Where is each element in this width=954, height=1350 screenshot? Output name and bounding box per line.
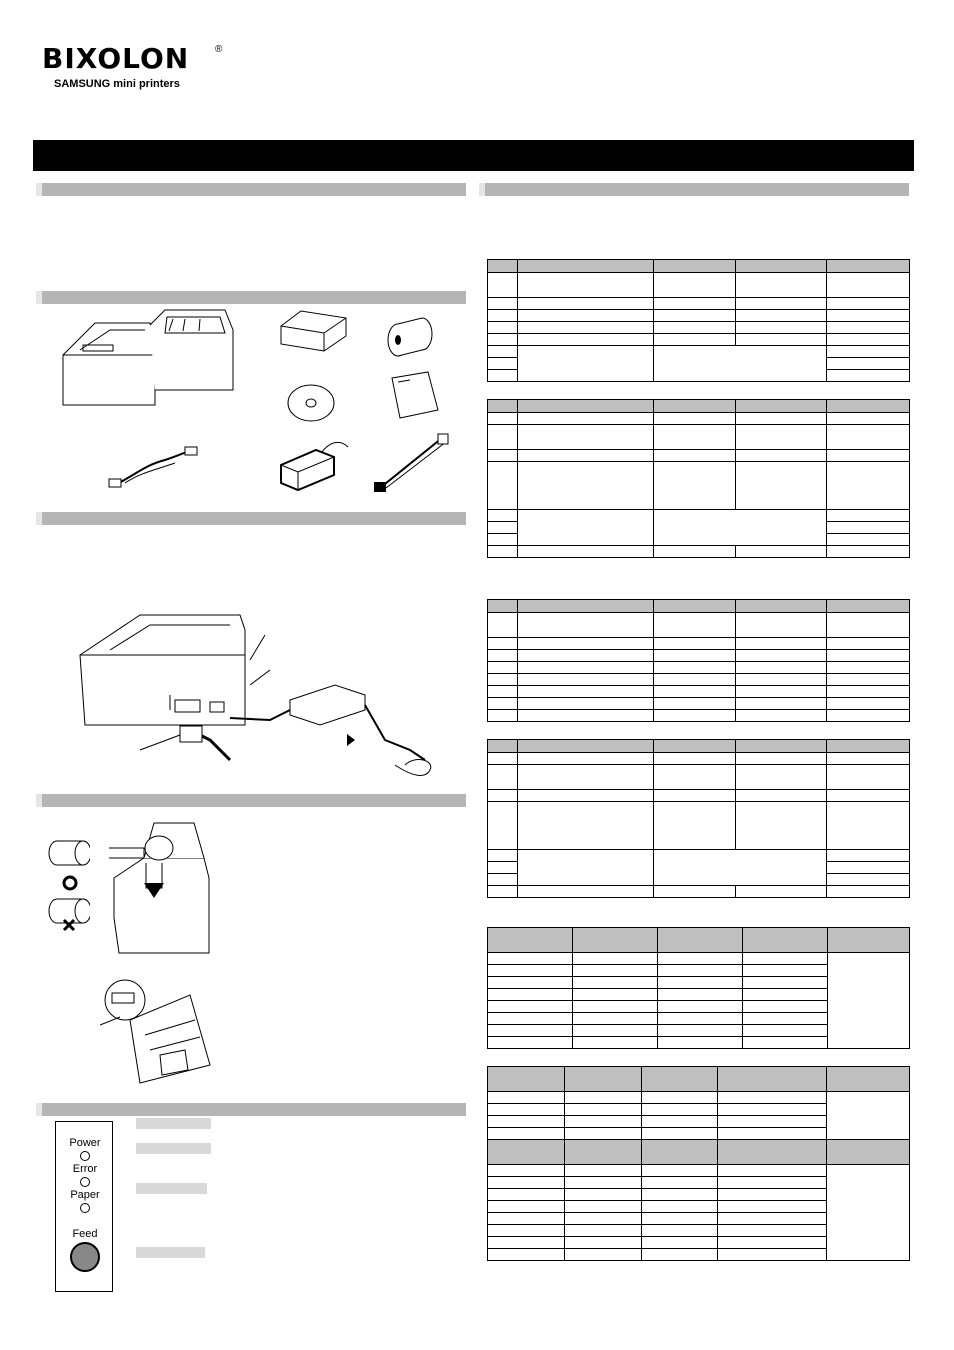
section-bar-4 (36, 794, 466, 807)
cable-icon (105, 445, 200, 490)
feed-label: Feed (72, 1228, 98, 1240)
feed-button[interactable] (70, 1242, 100, 1272)
roll-correct-icon (45, 835, 90, 875)
error-led (80, 1177, 90, 1187)
power-led (80, 1151, 90, 1161)
section-bar-3 (36, 512, 466, 525)
control-panel (55, 1121, 113, 1292)
title-bar (33, 140, 914, 171)
check-o-icon (62, 875, 78, 891)
setting-table-5 (487, 927, 910, 1049)
manual-icon (390, 370, 440, 420)
power-cord-icon (372, 430, 452, 495)
error-label: Error (72, 1163, 98, 1175)
section-bar-right (479, 183, 909, 196)
label-box-4 (136, 1247, 205, 1258)
paper-feed-detail-image (100, 975, 218, 1087)
power-supply-icon (276, 306, 351, 354)
printer-image (55, 305, 245, 410)
paper-install-image (104, 818, 214, 958)
adapter-icon (276, 435, 356, 495)
connection-image (70, 600, 440, 785)
dip-switch-table-3 (487, 599, 910, 722)
brand-logo: BIXOLON (42, 42, 190, 75)
setting-table-6 (487, 1066, 910, 1261)
section-bar-2 (36, 291, 466, 304)
section-bar-1 (36, 183, 466, 196)
label-box-2 (136, 1143, 211, 1154)
paper-label: Paper (70, 1189, 100, 1201)
dip-switch-table-2 (487, 399, 910, 558)
paper-led (80, 1203, 90, 1213)
dip-switch-table-1 (487, 259, 910, 382)
cd-icon (286, 381, 336, 423)
brand-tagline: SAMSUNG mini printers (54, 78, 180, 90)
section-bar-5 (36, 1103, 466, 1116)
label-box-1 (136, 1118, 211, 1129)
registered-mark: ® (215, 44, 223, 55)
dip-switch-table-4 (487, 739, 910, 898)
label-box-3 (136, 1183, 207, 1194)
paper-roll-icon (384, 310, 434, 360)
cross-x-icon (62, 918, 76, 932)
power-label: Power (69, 1137, 101, 1149)
